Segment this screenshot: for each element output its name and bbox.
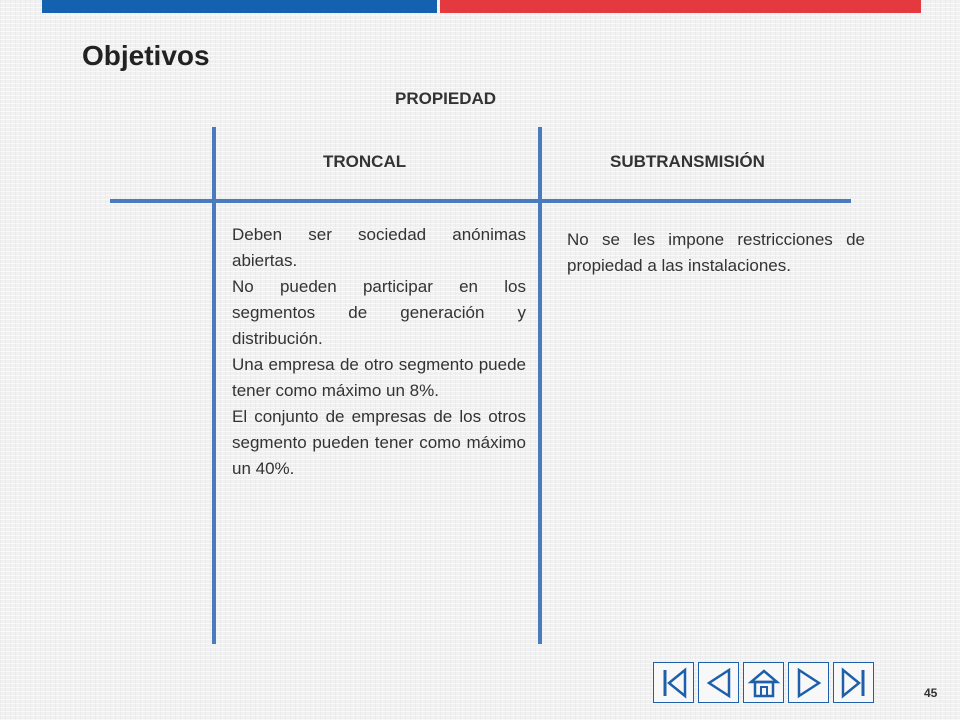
next-page-button[interactable] (788, 662, 829, 703)
subtransmision-cell (567, 227, 865, 279)
troncal-paragraph: Deben ser sociedad anónimas abiertas. (232, 225, 526, 270)
slide-navigation (653, 662, 878, 705)
page-title: Objetivos (82, 40, 210, 71)
column-header-troncal: TRONCAL (323, 152, 407, 171)
home-icon (747, 666, 781, 700)
troncal-cell (232, 222, 526, 482)
table-caption: PROPIEDAD (395, 89, 497, 108)
troncal-paragraph: No pueden participar en los segmentos de generación y distribución. (232, 277, 526, 348)
column-header-subtransmision: SUBTRANSMISIÓN (610, 152, 765, 171)
last-page-icon (837, 666, 871, 700)
troncal-paragraph: El conjunto de empresas de los otros segmento pueden tener como máximo un 40%. (232, 407, 526, 478)
next-page-icon (792, 666, 826, 700)
previous-page-button[interactable] (698, 662, 739, 703)
troncal-paragraph: Una empresa de otro segmento puede tener como máximo un 8%. (232, 355, 526, 400)
previous-page-icon (702, 666, 736, 700)
top-bar-blue (42, 0, 437, 13)
table-header-divider (110, 199, 851, 203)
last-page-button[interactable] (833, 662, 874, 703)
subtransmision-paragraph: No se les impone restricciones de propiedad a las instalaciones. (567, 230, 865, 275)
page-number: 45 (924, 686, 938, 700)
home-button[interactable] (743, 662, 784, 703)
table-vertical-divider-right (538, 127, 542, 644)
first-page-button[interactable] (653, 662, 694, 703)
top-bar-red (440, 0, 921, 13)
table-vertical-divider-left (212, 127, 216, 644)
first-page-icon (657, 666, 691, 700)
